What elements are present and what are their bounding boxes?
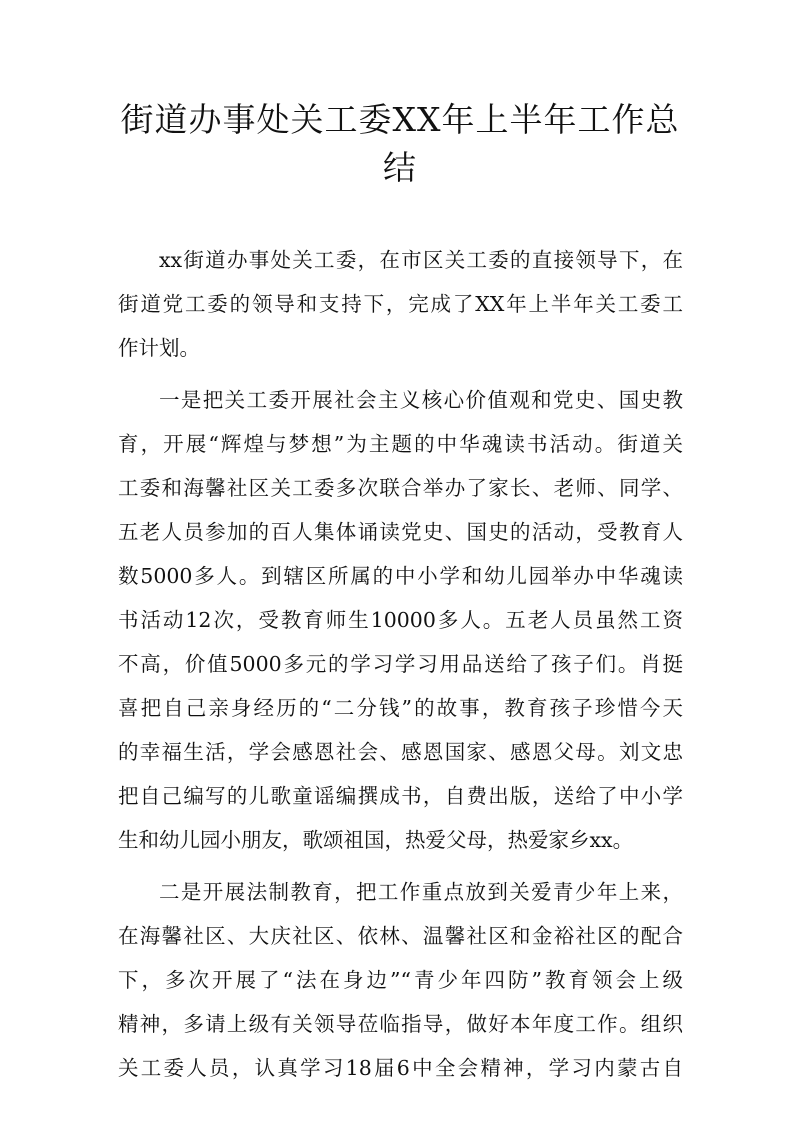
paragraph-gap [118, 370, 683, 378]
document-body [118, 238, 683, 1090]
paragraph-line: 书活动12次，受教育师生10000多人。五老人员虽然工资 [118, 608, 683, 632]
paragraph-line: 生和幼儿园小朋友，歌颂祖国，热爱父母，热爱家乡xx。 [118, 828, 634, 852]
paragraph-line: 五老人员参加的百人集体诵读党史、国史的活动，受教育人 [118, 520, 683, 544]
paragraph-1 [118, 238, 683, 370]
paragraph-line: xx街道办事处关工委，在市区关工委的直接领导下，在 [159, 248, 683, 272]
paragraph-line: 一是把关工委开展社会主义核心价值观和党史、国史教 [159, 388, 683, 412]
paragraph-3 [118, 870, 683, 1090]
paragraph-line: 把自己编写的儿歌童谣编撰成书，自费出版，送给了中小学 [118, 784, 683, 808]
paragraph-line: 的幸福生活，学会感恩社会、感恩国家、感恩父母。刘文忠 [118, 740, 683, 764]
paragraph-line: 作计划。 [118, 336, 200, 360]
paragraph-line: 二是开展法制教育，把工作重点放到关爱青少年上来， [159, 880, 683, 904]
paragraph-line: 数5000多人。到辖区所属的中小学和幼儿园举办中华魂读 [118, 564, 683, 588]
paragraph-line: 育，开展“辉煌与梦想”为主题的中华魂读书活动。街道关 [118, 432, 683, 456]
paragraph-line: 下，多次开展了“法在身边”“青少年四防”教育领会上级 [118, 968, 683, 992]
paragraph-line: 关工委人员，认真学习18届6中全会精神，学习内蒙古自 [118, 1056, 683, 1080]
paragraph-line: 工委和海馨社区关工委多次联合举办了家长、老师、同学、 [118, 476, 683, 500]
paragraph-line: 不高，价值5000多元的学习学习用品送给了孩子们。肖挺 [118, 652, 683, 676]
title-line-1: 街道办事处关工委XX年上半年工作总 [120, 100, 680, 139]
paragraph-line: 喜把自己亲身经历的“二分钱”的故事，教育孩子珍惜今天 [118, 696, 683, 720]
paragraph-line: 在海馨社区、大庆社区、依林、温馨社区和金裕社区的配合 [118, 924, 683, 948]
paragraph-2 [118, 378, 683, 862]
document-title [110, 96, 690, 192]
paragraph-line: 街道党工委的领导和支持下，完成了XX年上半年关工委工 [118, 292, 683, 316]
paragraph-gap [118, 862, 683, 870]
paragraph-line: 精神，多请上级有关领导莅临指导，做好本年度工作。组织 [118, 1012, 683, 1036]
title-line-2: 结 [383, 148, 417, 187]
